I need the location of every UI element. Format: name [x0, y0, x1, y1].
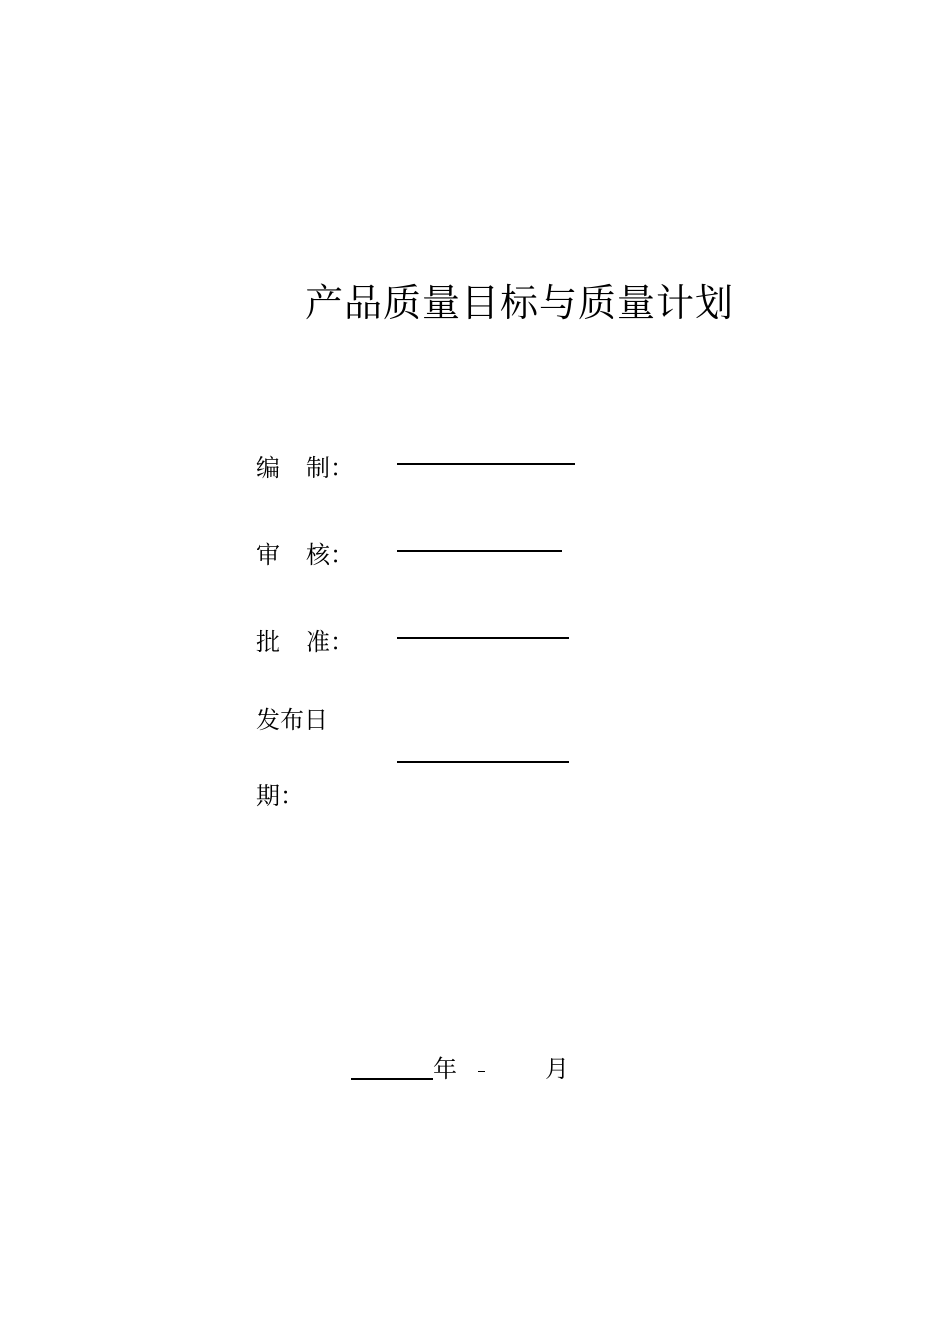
- compiler-label-char2: 制：: [306, 454, 354, 482]
- approver-signature-line[interactable]: [397, 637, 569, 639]
- approver-label-char2: 准：: [306, 628, 354, 656]
- compiler-signature-line[interactable]: [397, 463, 575, 465]
- page-title: 产品质量目标与质量计划: [305, 281, 735, 325]
- month-blank-mark[interactable]: [478, 1071, 485, 1072]
- year-label: 年: [433, 1055, 457, 1083]
- year-blank-line[interactable]: [351, 1078, 433, 1080]
- compiler-label-char1: 编: [256, 454, 280, 482]
- approver-label: [256, 622, 354, 657]
- approver-label-char1: 批: [256, 628, 280, 656]
- compiler-label: [256, 448, 354, 483]
- reviewer-label-char1: 审: [256, 541, 280, 569]
- reviewer-label: [256, 535, 354, 570]
- release-date-label-line2: 期：: [256, 782, 304, 810]
- month-label: 月: [545, 1055, 569, 1083]
- reviewer-signature-line[interactable]: [397, 550, 562, 552]
- release-date-label-line1: 发布日: [256, 706, 328, 734]
- release-date-signature-line[interactable]: [397, 761, 569, 763]
- reviewer-label-char2: 核：: [306, 541, 354, 569]
